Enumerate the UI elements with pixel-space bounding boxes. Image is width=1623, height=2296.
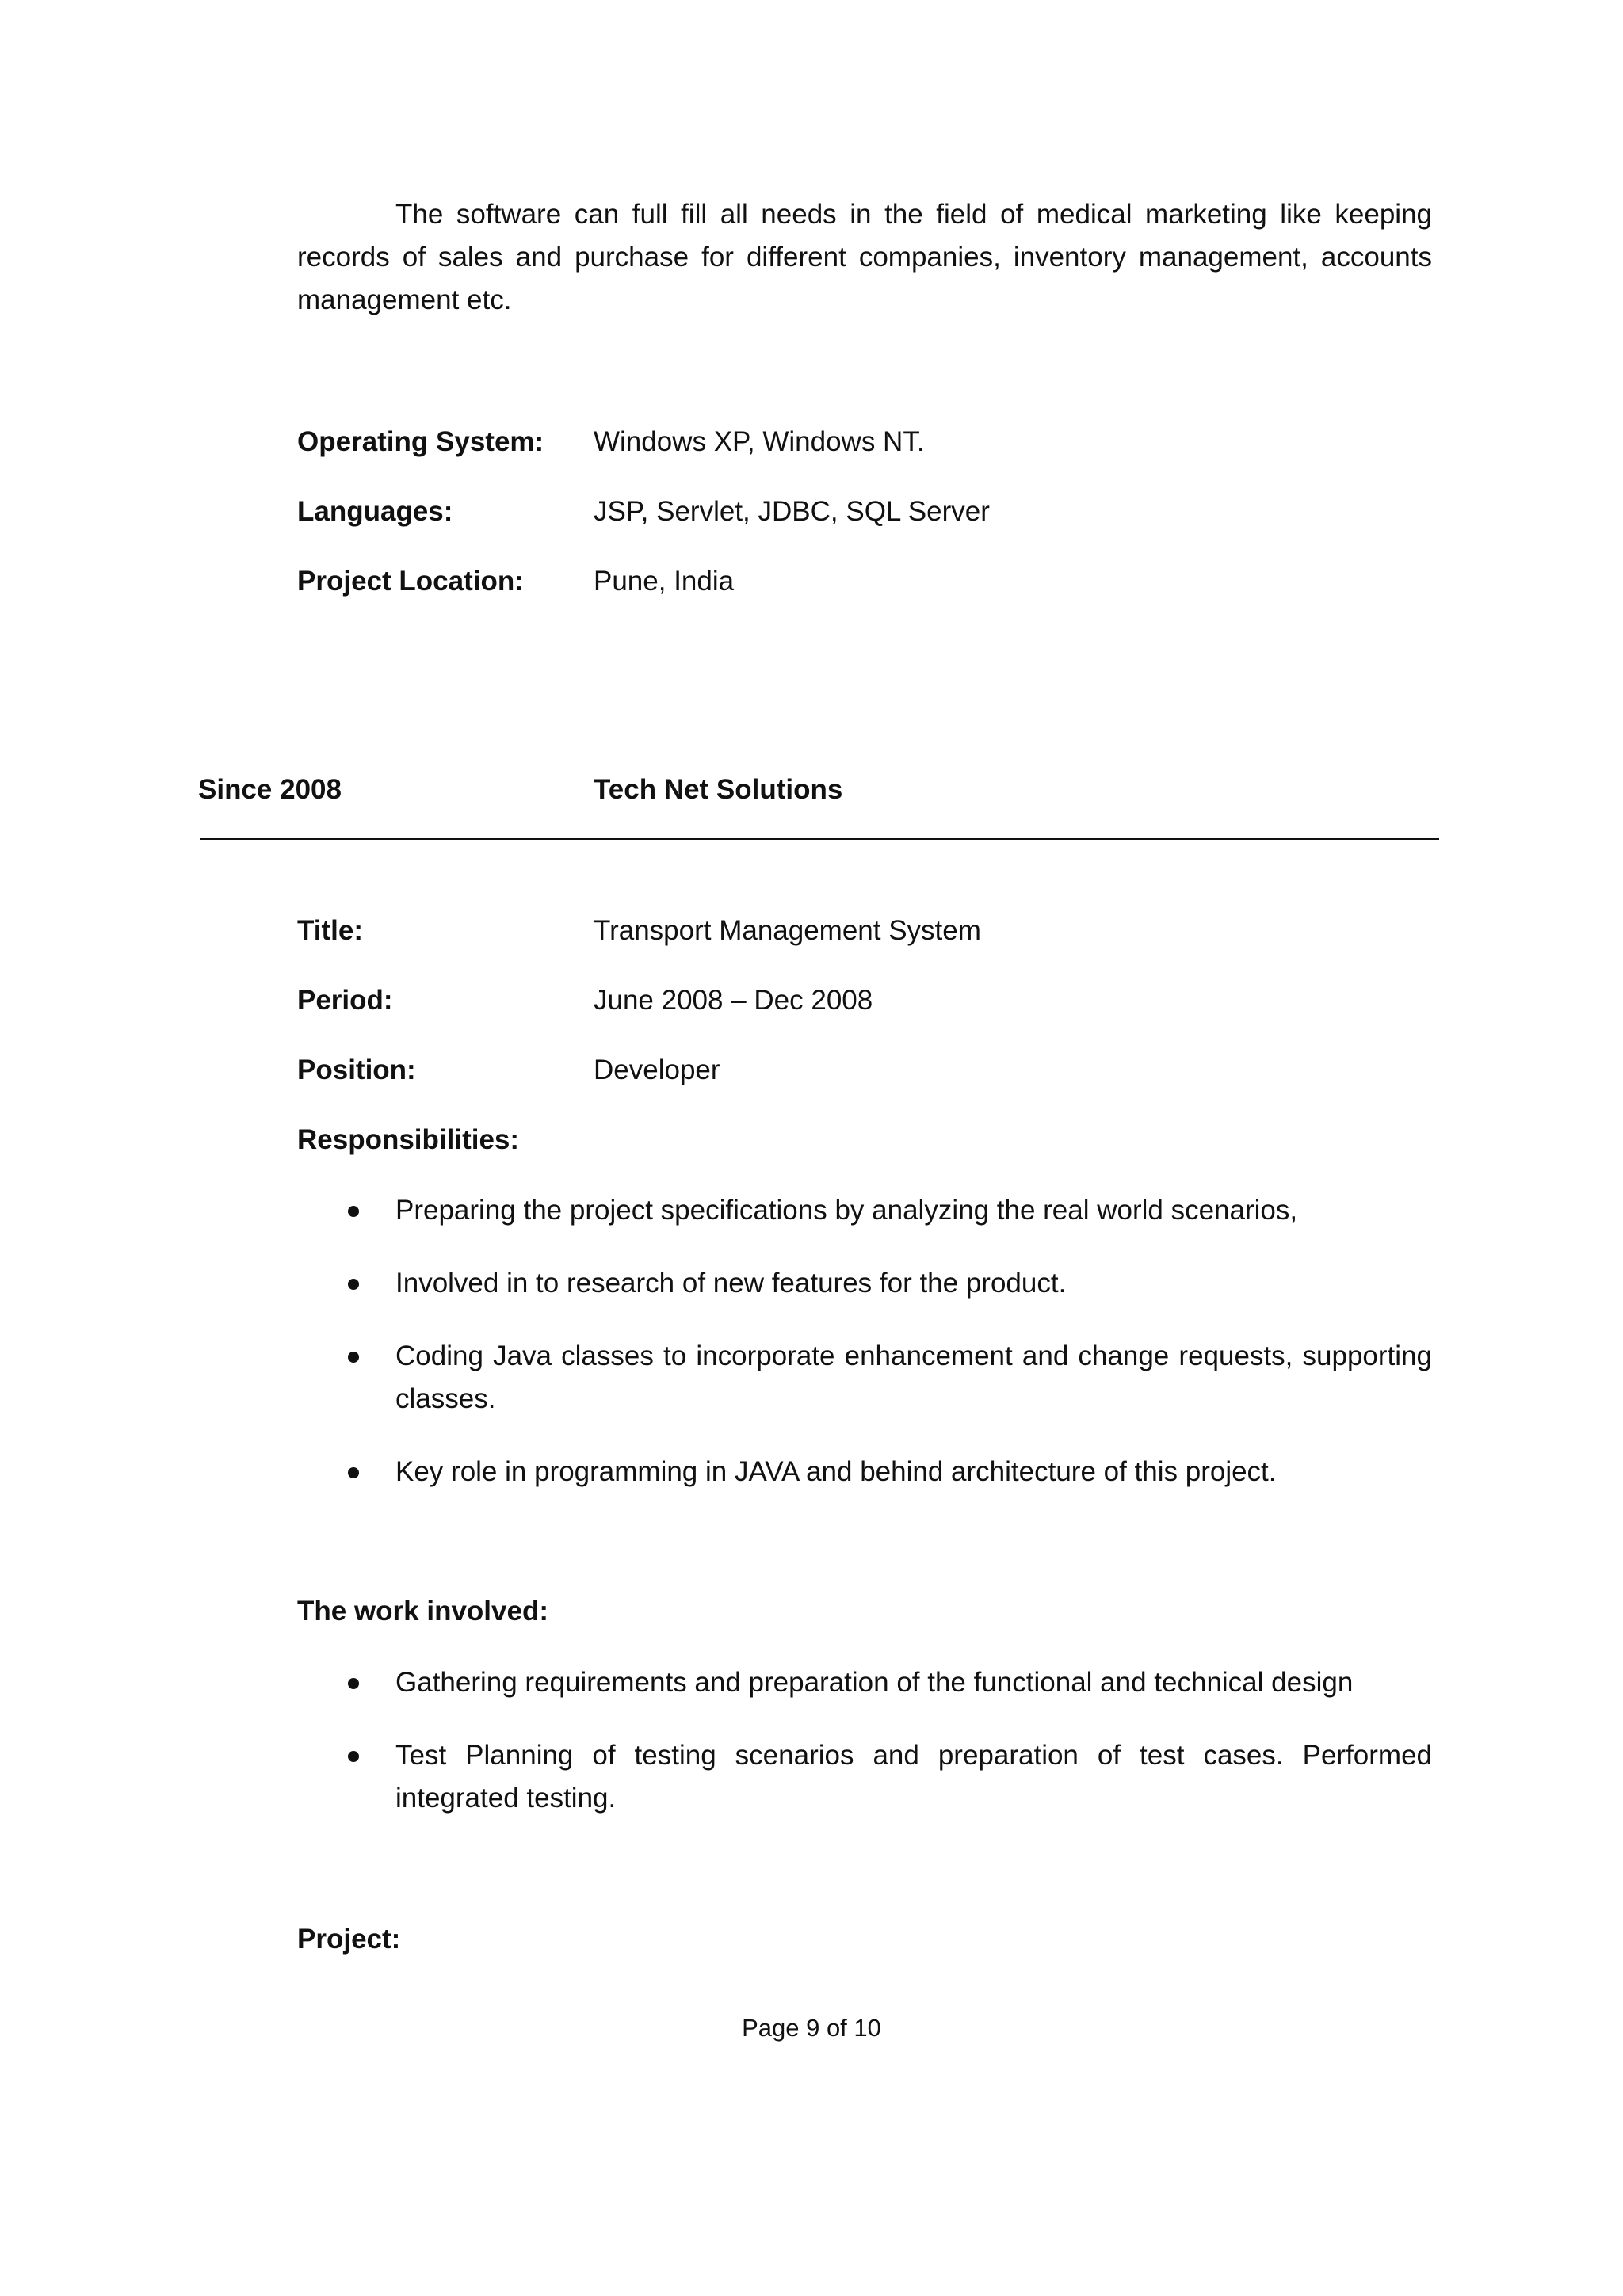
- bullet-icon: [348, 1678, 359, 1689]
- position-row: [297, 1051, 1432, 1090]
- list-item: Involved in to research of new features for the product.: [297, 1262, 1432, 1305]
- list-item: Gathering requirements and preparation of the functional and technical design: [297, 1661, 1432, 1704]
- bullet-icon: [348, 1352, 359, 1363]
- os-value: Windows XP, Windows NT.: [594, 426, 925, 457]
- work-involved-list: [297, 1661, 1432, 1850]
- languages-label: Languages:: [297, 496, 453, 527]
- bullet-icon: [348, 1206, 359, 1217]
- employer-since: Since 2008: [198, 774, 342, 805]
- location-label: Project Location:: [297, 566, 524, 597]
- os-row: [297, 422, 1432, 462]
- period-row: [297, 981, 1432, 1020]
- responsibilities-list: [297, 1189, 1432, 1524]
- list-item: Preparing the project specifications by analyzing the real world scenarios,: [297, 1189, 1432, 1232]
- work-involved-heading: The work involved:: [297, 1596, 548, 1627]
- list-item: Test Planning of testing scenarios and preparation of test cases. Performed integrated testing.: [297, 1734, 1432, 1820]
- title-label: Title:: [297, 915, 363, 946]
- employer-company: Tech Net Solutions: [594, 774, 843, 805]
- languages-value: JSP, Servlet, JDBC, SQL Server: [594, 496, 990, 527]
- position-value: Developer: [594, 1055, 720, 1085]
- page-number: Page 9 of 10: [742, 2014, 881, 2042]
- bullet-icon: [348, 1467, 359, 1478]
- list-item: Key role in programming in JAVA and behind architecture of this project.: [297, 1451, 1432, 1493]
- location-value: Pune, India: [594, 566, 735, 597]
- period-label: Period:: [297, 985, 393, 1016]
- location-row: [297, 562, 1432, 601]
- section-divider: [200, 838, 1439, 840]
- position-label: Position:: [297, 1055, 416, 1085]
- intro-paragraph: The software can full fill all needs in the field of medical marketing like keeping records of sales and purchase for different companies, inventory management, accounts management etc.: [297, 199, 1432, 315]
- period-value: June 2008 – Dec 2008: [594, 985, 873, 1016]
- list-item: Coding Java classes to incorporate enhancement and change requests, supporting classes.: [297, 1335, 1432, 1421]
- title-value: Transport Management System: [594, 915, 981, 946]
- employer-header: [198, 770, 1434, 810]
- languages-row: [297, 492, 1432, 532]
- os-label: Operating System:: [297, 426, 544, 457]
- project-heading: Project:: [297, 1924, 401, 1955]
- bullet-icon: [348, 1751, 359, 1762]
- title-row: [297, 911, 1432, 951]
- responsibilities-heading: Responsibilities:: [297, 1124, 520, 1155]
- bullet-icon: [348, 1279, 359, 1290]
